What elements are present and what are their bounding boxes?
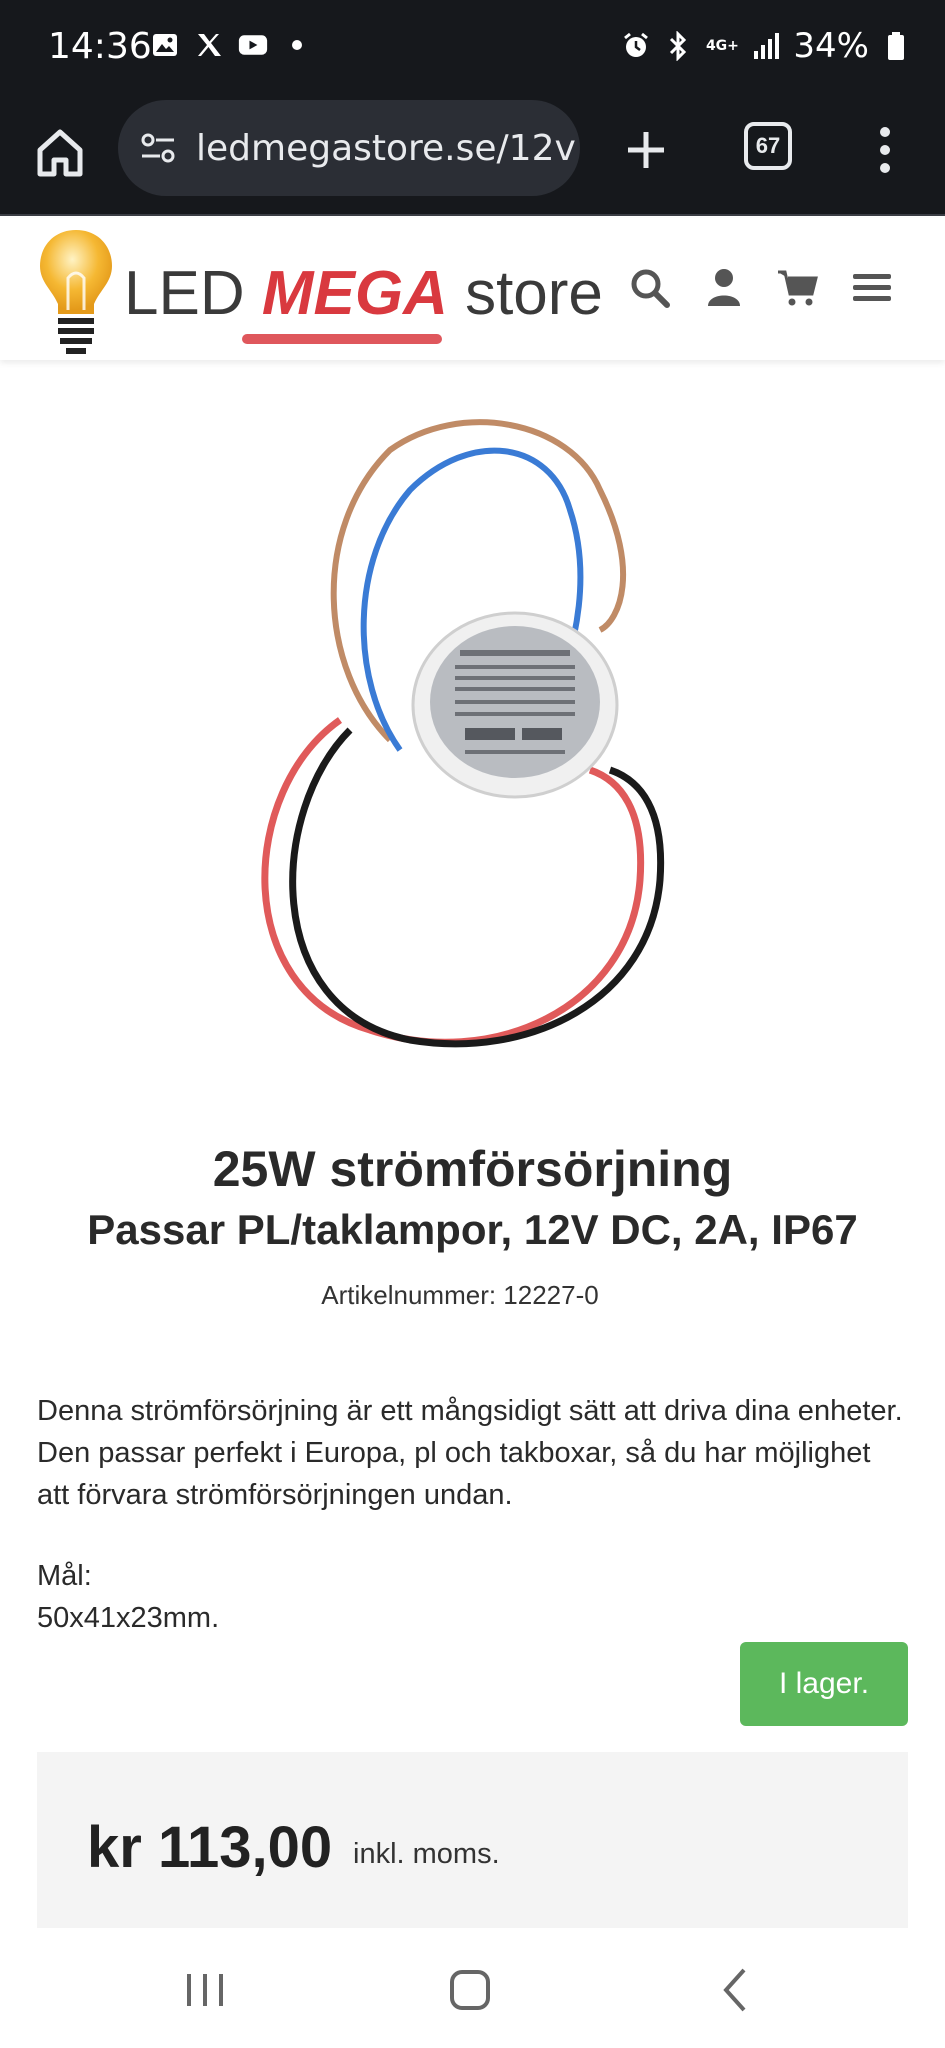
logo-led: LED <box>124 259 245 328</box>
logo-wordmark <box>124 258 603 329</box>
browser-toolbar <box>0 96 945 216</box>
dot-icon <box>282 30 312 60</box>
alarm-icon <box>621 31 651 61</box>
new-tab-icon[interactable] <box>618 122 674 178</box>
status-time: 14:36 <box>48 26 152 67</box>
site-header <box>0 218 945 360</box>
logo-store: store <box>465 259 603 328</box>
address-bar[interactable] <box>118 100 580 196</box>
gallery-icon <box>150 30 180 60</box>
cart-icon[interactable] <box>776 266 820 310</box>
system-icons <box>621 26 911 66</box>
status-bar <box>0 0 945 96</box>
price-vat-note: inkl. moms. <box>353 1838 500 1870</box>
search-icon[interactable] <box>628 266 672 310</box>
network-icon: 4G+ <box>705 38 739 54</box>
product-image[interactable] <box>250 410 710 1060</box>
battery-icon <box>881 31 911 61</box>
dimensions-label: Mål: <box>37 1560 92 1592</box>
system-nav-bar <box>0 1930 945 2048</box>
product-subtitle: Passar PL/taklampor, 12V DC, 2A, IP67 <box>87 1206 858 1253</box>
logo-mega: MEGA <box>261 259 448 328</box>
x-icon <box>194 30 224 60</box>
tab-switcher-button[interactable]: 67 <box>744 122 792 170</box>
bluetooth-icon <box>663 31 693 61</box>
home-nav-icon[interactable] <box>440 1960 500 2020</box>
youtube-icon <box>238 30 268 60</box>
site-logo[interactable] <box>36 228 603 358</box>
more-options-icon[interactable] <box>870 120 900 180</box>
product-description: Denna strömförsörjning är ett mångsidigt sätt att driva dina enheter. Den passar perfekt i Europa, pl och takboxar, så du har möjlighet att förvara strömförsörjningen undan. <box>37 1395 903 1511</box>
battery-percent: 34% <box>793 26 869 66</box>
price-box <box>37 1752 908 1928</box>
dimensions-value: 50x41x23mm. <box>37 1602 220 1634</box>
signal-icon <box>751 31 781 61</box>
price-value: kr 113,00 <box>87 1815 333 1880</box>
site-settings-icon[interactable] <box>138 128 178 168</box>
home-icon[interactable] <box>30 122 90 182</box>
notification-icons <box>150 30 312 60</box>
product-title: 25W strömförsörjning <box>212 1141 733 1197</box>
back-icon[interactable] <box>706 1960 766 2020</box>
recent-apps-icon[interactable] <box>175 1960 235 2020</box>
account-icon[interactable] <box>702 266 746 310</box>
url-text[interactable]: ledmegastore.se/12v <box>196 127 576 169</box>
bulb-logo-icon <box>36 228 116 358</box>
stock-status-button[interactable]: I lager. <box>740 1642 908 1726</box>
menu-icon[interactable] <box>850 266 894 310</box>
article-number: Artikelnummer: 12227-0 <box>321 1280 599 1310</box>
logo-underline <box>242 334 442 344</box>
